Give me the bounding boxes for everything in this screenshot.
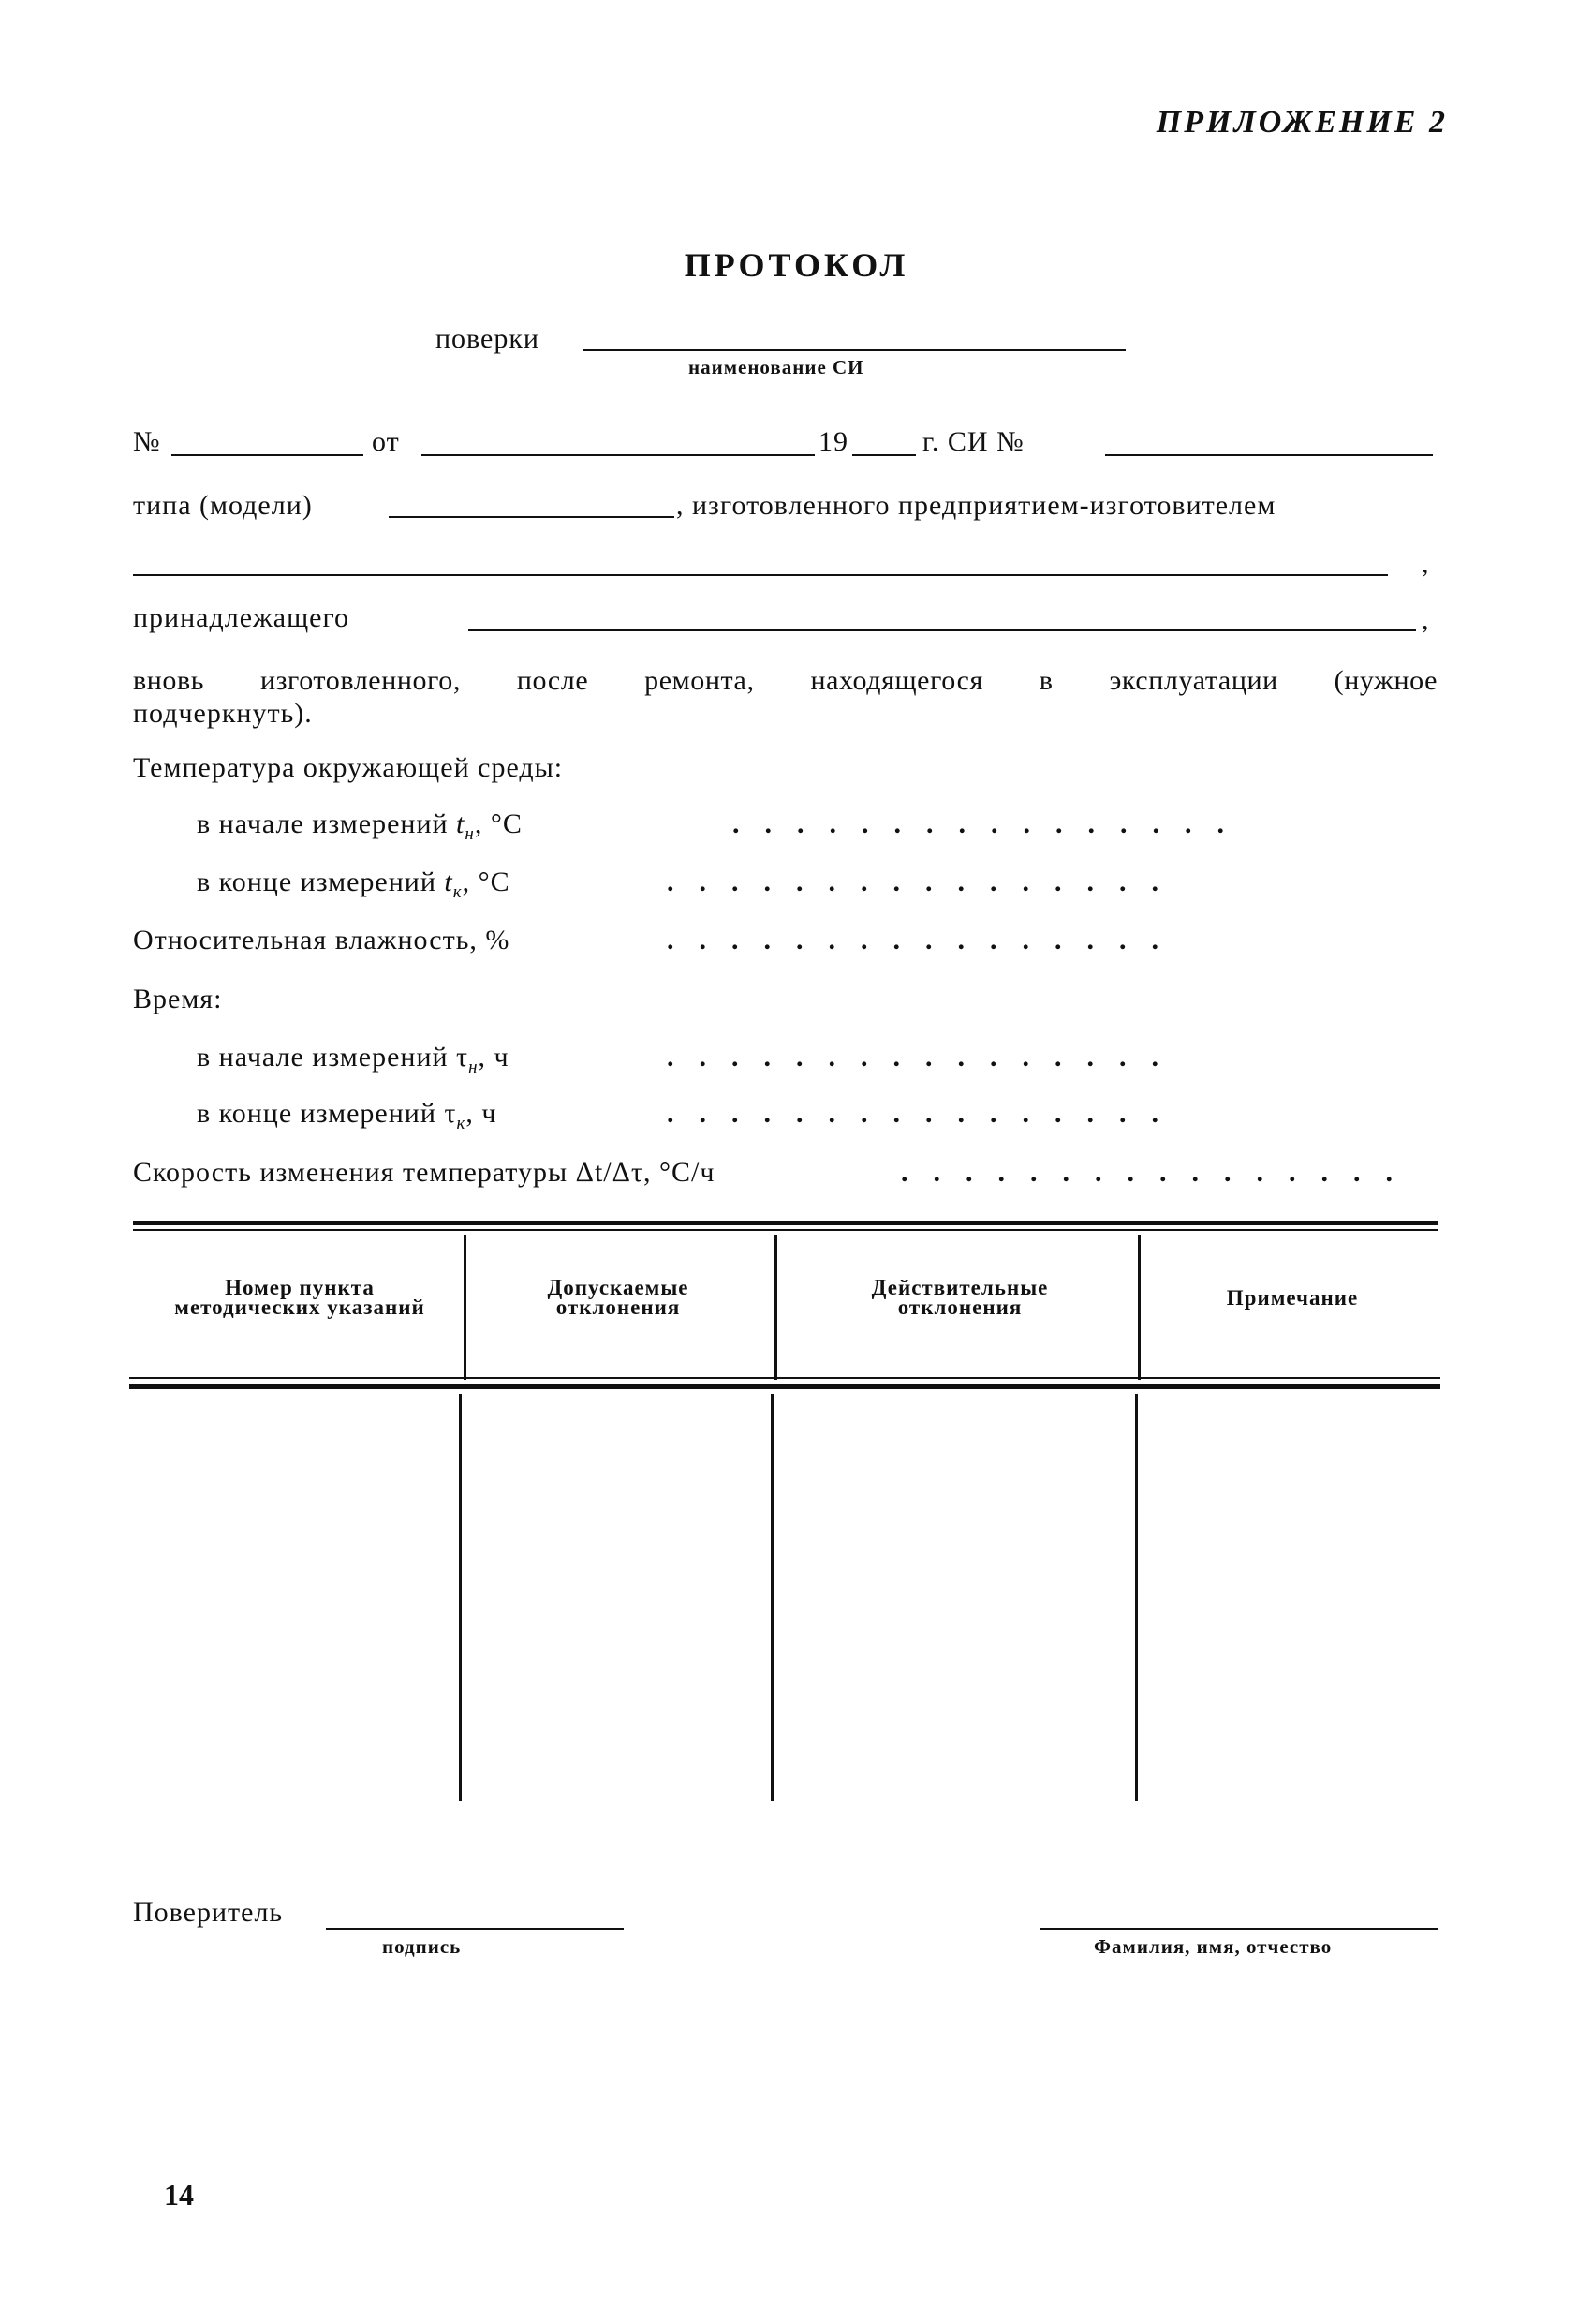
type-label: типа (модели) [133,490,313,521]
time-end-sub: к [456,1114,466,1133]
from-label: от [372,426,400,457]
time-end-label: в конце измерений τ [197,1098,457,1129]
signature-field[interactable] [326,1928,624,1930]
temp-end-symbol: t [444,866,453,897]
col-header-allowed: Допускаемые отклонения [547,1276,689,1319]
number-sign: № [133,426,161,457]
belonging-label: принадлежащего [133,602,350,633]
time-start-leader: ................ [667,1042,1184,1070]
ambient-temp-label: Температура окружающей среды: [133,752,564,783]
time-end-row [197,1098,496,1134]
temp-start-label: в начале измерений [197,808,449,839]
temp-start-leader: ................ [732,808,1249,836]
time-start-label: в начале измерений τ [197,1042,469,1073]
year-prefix: 19 [819,426,848,457]
time-start-unit: , ч [478,1042,509,1073]
col-divider-3-header [1138,1235,1141,1380]
page-number: 14 [164,2178,194,2212]
year-suffix: г. СИ № [922,426,1025,457]
temp-start-symbol: t [456,808,465,839]
time-start-sub: н [468,1058,479,1077]
status-line-2: подчеркнуть). [133,698,313,729]
col-header-note: Примечание [1226,1285,1359,1310]
temp-end-leader: ................ [667,866,1184,895]
col-header-actual: Действительные отклонения [871,1276,1049,1319]
table-top-rule-thin [133,1229,1438,1231]
temp-start-sub: н [465,824,475,844]
date-field[interactable] [421,454,815,456]
table-header-rule [129,1384,1440,1389]
signature-caption: подпись [382,1935,462,1958]
table-top-rule [133,1221,1438,1225]
col-divider-3-body [1135,1394,1138,1801]
si-name-field[interactable] [583,349,1126,351]
verification-label: поверки [435,323,539,354]
col-divider-2-header [774,1235,777,1380]
rate-label: Скорость изменения температуры Δt/Δτ, °С/ч [133,1157,715,1188]
rate-leader: ................ [901,1157,1418,1185]
owner-comma: , [1422,604,1430,635]
manufacturer-comma: , [1422,548,1430,579]
col-divider-1-body [459,1394,462,1801]
protocol-number-field[interactable] [171,454,363,456]
temp-end-sub: к [452,882,463,902]
type-field[interactable] [389,516,674,518]
temp-end-row [197,866,510,903]
humidity-label: Относительная влажность, % [133,925,510,955]
manufactured-by-label: , изготовленного предприятием-изготовителем [676,490,1276,521]
status-line-1: вновь изготовленного, после ремонта, находящегося в эксплуатации (нужное [133,665,1438,696]
verifier-label: Поверитель [133,1897,284,1928]
temp-start-unit: , °С [474,808,523,839]
time-end-unit: , ч [465,1098,497,1129]
si-number-field[interactable] [1105,454,1433,456]
full-name-field[interactable] [1040,1928,1438,1930]
year-field[interactable] [852,454,916,456]
si-name-caption: наименование СИ [688,356,864,378]
temp-end-label: в конце измерений [197,866,436,897]
time-label: Время: [133,984,223,1014]
document-title: ПРОТОКОЛ [684,246,909,284]
col-divider-2-body [771,1394,774,1801]
full-name-caption: Фамилия, имя, отчество [1094,1935,1333,1958]
temp-start-row [197,808,523,845]
temp-end-unit: , °С [462,866,510,897]
table-header-rule-thin [129,1377,1440,1379]
owner-field[interactable] [468,629,1416,631]
humidity-leader: ................ [667,925,1184,953]
appendix-label: ПРИЛОЖЕНИЕ 2 [1156,105,1448,140]
manufacturer-field[interactable] [133,574,1388,576]
col-divider-1-header [464,1235,466,1380]
time-end-leader: ................ [667,1098,1184,1126]
time-start-row [197,1042,509,1078]
col-header-item: Номер пункта методических указаний [174,1276,425,1319]
